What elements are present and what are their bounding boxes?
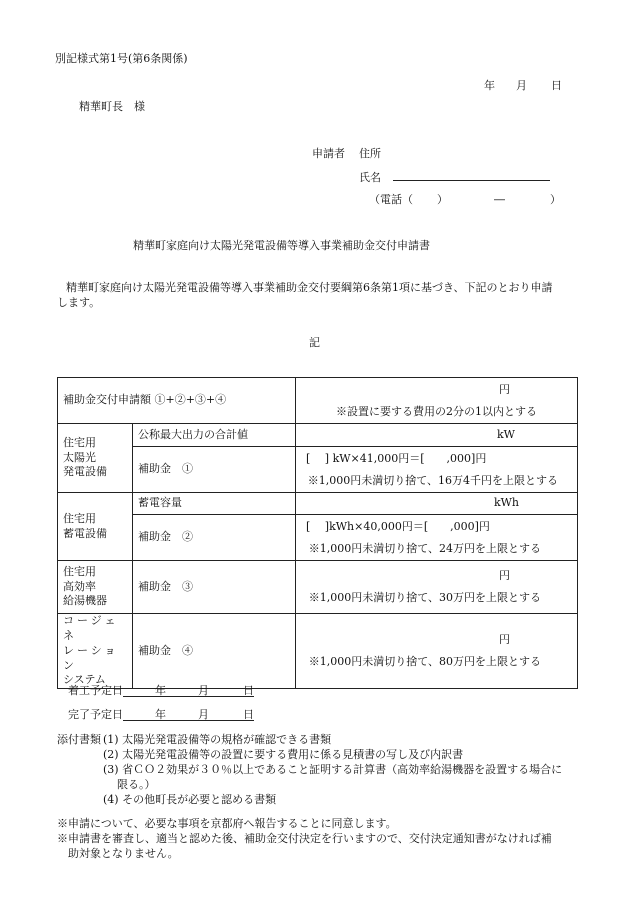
end-date-month: 月 xyxy=(198,708,209,722)
document-title: 精華町家庭向け太陽光発電設備等導入事業補助金交付申請書 xyxy=(133,239,430,252)
end-date-field[interactable] xyxy=(68,708,254,721)
end-date-year: 年 xyxy=(155,708,166,722)
cogen-subsidy-value[interactable] xyxy=(296,614,578,689)
cogen-note: ※1,000円未満切り捨て、80万円を上限とする xyxy=(308,655,541,669)
solar-capacity-label: 公称最大出力の合計値 xyxy=(133,424,296,447)
applicant-label: 申請者 xyxy=(312,147,345,160)
applicant-name-label: 氏名 xyxy=(359,171,381,184)
attachments-label: 添付書類 xyxy=(57,733,101,746)
heater-group-label: 住宅用 高効率 給湯機器 xyxy=(58,561,133,614)
cogen-unit: 円 xyxy=(499,633,510,647)
start-date-day: 日 xyxy=(243,684,254,698)
cogen-subsidy-label: 補助金 ④ xyxy=(133,614,296,689)
phone-dash: ― xyxy=(494,193,505,206)
body-text-line2: します。 xyxy=(57,296,101,309)
attachment-item-2: (2) 太陽光発電設備等の設置に要する費用に係る見積書の写し及び内訳書 xyxy=(103,748,464,761)
solar-capacity-value[interactable] xyxy=(296,424,578,447)
solar-calc: [ ] kW×41,000円＝[ ,000]円 xyxy=(306,451,487,465)
battery-subsidy-row xyxy=(58,515,578,561)
attachment-item-3: (3) 省ＣＯ２効果が３０％以上であること証明する計算書（高効率給湯機器を設置する場合に xyxy=(103,763,563,776)
attachment-item-4: (4) その他町長が必要と認める書類 xyxy=(103,793,277,806)
attachment-item-1: (1) 太陽光発電設備等の規格が確認できる書類 xyxy=(103,733,332,746)
subsidy-table xyxy=(57,377,578,689)
addressee: 精華町長 様 xyxy=(79,100,145,113)
battery-capacity-value[interactable] xyxy=(296,493,578,515)
solar-subsidy-row xyxy=(58,447,578,493)
solar-capacity-row xyxy=(58,424,578,447)
start-date-label: 着工予定日 xyxy=(68,684,123,697)
total-note: ※設置に要する費用の2分の1以内とする xyxy=(336,404,537,418)
heater-subsidy-value[interactable] xyxy=(296,561,578,614)
phone-paren: ） xyxy=(437,193,448,206)
body-text-line1: 精華町家庭向け太陽光発電設備等導入事業補助金交付要綱第6条第1項に基づき、下記のとおり申請 xyxy=(66,281,553,294)
battery-subsidy-value[interactable] xyxy=(296,515,578,561)
heater-note: ※1,000円未満切り捨て、30万円を上限とする xyxy=(308,591,541,604)
consent-note: ※申請について、必要な事項を京都府へ報告することに同意します。 xyxy=(57,817,397,830)
end-date-day: 日 xyxy=(243,708,254,722)
solar-group-label: 住宅用 太陽光 発電設備 xyxy=(58,424,133,493)
solar-capacity-unit: kW xyxy=(497,427,515,441)
battery-note: ※1,000円未満切り捨て、24万円を上限とする xyxy=(308,541,541,555)
applicant-name-underline xyxy=(393,168,550,181)
battery-capacity-unit: kWh xyxy=(493,496,519,510)
start-date-month: 月 xyxy=(198,684,209,698)
attachment-item-3-cont: 限る。） xyxy=(117,778,156,791)
phone-open: （電話（ xyxy=(369,193,413,206)
total-row xyxy=(58,378,578,424)
start-date-year: 年 xyxy=(155,684,166,698)
battery-capacity-row xyxy=(58,493,578,515)
applicant-address-label: 住所 xyxy=(359,147,381,160)
end-date-label: 完了予定日 xyxy=(68,708,123,721)
date-year-label: 年 xyxy=(484,79,495,92)
form-number: 別記様式第1号(第6条関係) xyxy=(55,52,188,65)
battery-group-label: 住宅用 蓄電設備 xyxy=(58,493,133,561)
heater-row xyxy=(58,561,578,614)
heater-subsidy-label: 補助金 ③ xyxy=(133,561,296,614)
solar-subsidy-label: 補助金 ① xyxy=(133,447,296,493)
battery-subsidy-label: 補助金 ② xyxy=(133,515,296,561)
date-month-label: 月 xyxy=(516,79,527,92)
solar-subsidy-value[interactable] xyxy=(296,447,578,493)
heater-unit: 円 xyxy=(499,569,510,582)
ki-heading: 記 xyxy=(309,336,320,349)
total-unit: 円 xyxy=(499,382,510,396)
start-date-field[interactable] xyxy=(68,684,254,697)
battery-capacity-label: 蓄電容量 xyxy=(133,493,296,515)
total-value-cell[interactable] xyxy=(296,378,578,424)
review-note: ※申請書を審査し、適当と認めた後、補助金交付決定を行いますので、交付決定通知書がなければ補 xyxy=(57,832,552,845)
total-label: 補助金交付申請額 ①+②+③+④ xyxy=(58,378,296,424)
cogen-row xyxy=(58,614,578,689)
phone-close: ） xyxy=(550,193,561,206)
battery-calc: [ ]kWh×40,000円＝[ ,000]円 xyxy=(306,519,490,533)
cogen-group-label: コージェネ レーション システム xyxy=(58,614,133,689)
solar-note: ※1,000円未満切り捨て、16万4千円を上限とする xyxy=(307,473,558,487)
date-day-label: 日 xyxy=(551,79,562,92)
review-note-cont: 助対象となりません。 xyxy=(68,847,179,860)
